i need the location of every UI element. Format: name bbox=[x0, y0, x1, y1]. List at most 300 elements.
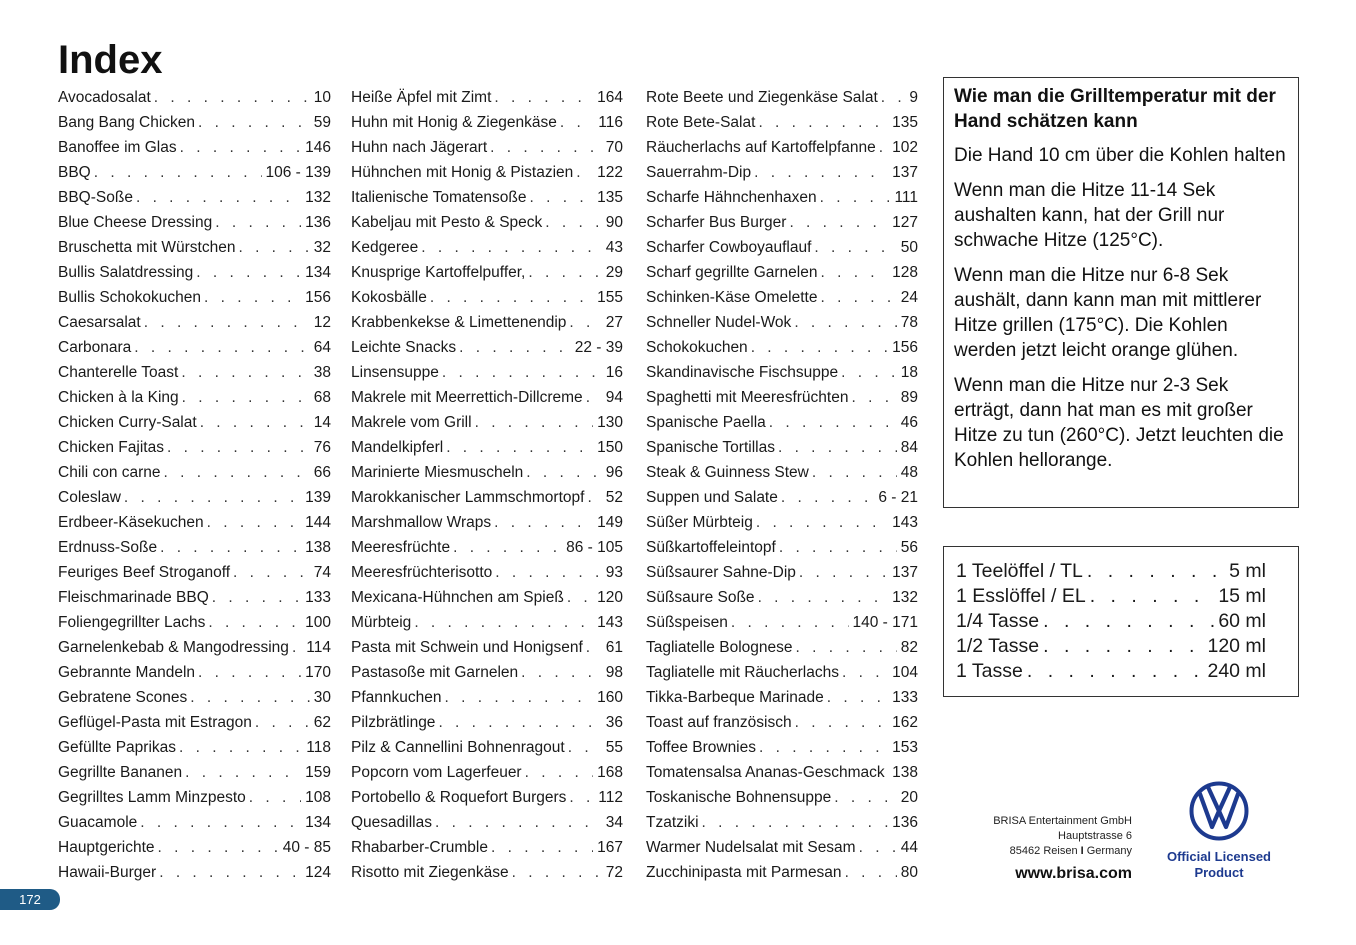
dot-leader bbox=[136, 185, 301, 210]
index-entry-page: 30 bbox=[313, 689, 331, 706]
dot-leader bbox=[430, 285, 593, 310]
index-entry-page: 144 bbox=[305, 514, 331, 531]
index-entry-page: 20 bbox=[900, 789, 918, 806]
index-entry-name: Pastasoße mit Garnelen bbox=[351, 664, 519, 681]
license-line-1: Official Licensed bbox=[1166, 849, 1272, 864]
index-entry bbox=[351, 335, 623, 360]
dot-leader bbox=[512, 860, 602, 885]
grill-box-title: Wie man die Grilltemperatur mit der Hand schätzen kann bbox=[954, 86, 1276, 132]
index-entry-name: Feuriges Beef Stroganoff bbox=[58, 564, 231, 581]
dot-leader bbox=[490, 135, 602, 160]
dot-leader bbox=[212, 585, 301, 610]
index-entry-name: Sauerrahm-Dip bbox=[646, 164, 752, 181]
index-entry-page: 66 bbox=[313, 464, 331, 481]
index-entry bbox=[58, 210, 331, 235]
index-entry-name: Chicken Curry-Salat bbox=[58, 414, 197, 431]
dot-leader bbox=[586, 385, 602, 410]
index-entry-name: Gebratene Scones bbox=[58, 689, 188, 706]
index-entry bbox=[646, 135, 918, 160]
index-entry bbox=[58, 760, 331, 785]
dot-leader bbox=[1043, 634, 1203, 659]
index-entry-page: 32 bbox=[313, 239, 331, 256]
index-entry bbox=[58, 185, 331, 210]
index-entry-name: Schinken-Käse Omelette bbox=[646, 289, 818, 306]
index-entry bbox=[351, 585, 623, 610]
index-entry-name: Spaghetti mit Meeresfrüchten bbox=[646, 389, 849, 406]
index-entry-name: Toskanische Bohnensuppe bbox=[646, 789, 832, 806]
publisher-city: 85462 Reisen bbox=[1009, 845, 1078, 857]
index-entry-name: Mexicana-Hühnchen am Spieß bbox=[351, 589, 564, 606]
index-entry bbox=[58, 660, 331, 685]
index-entry-page: 27 bbox=[605, 314, 623, 331]
index-entry-page: 62 bbox=[313, 714, 331, 731]
dot-leader bbox=[421, 235, 602, 260]
index-entry-page: 127 bbox=[892, 214, 918, 231]
index-entry-name: Geflügel-Pasta mit Estragon bbox=[58, 714, 252, 731]
index-entry-page: 29 bbox=[605, 264, 623, 281]
dot-leader bbox=[758, 585, 889, 610]
index-entry bbox=[646, 110, 918, 135]
index-entry-name: Süßspeisen bbox=[646, 614, 728, 631]
index-entry-page: 100 bbox=[305, 614, 331, 631]
index-entry bbox=[58, 535, 331, 560]
index-entry bbox=[646, 335, 918, 360]
dot-leader bbox=[827, 685, 888, 710]
index-entry-name: Leichte Snacks bbox=[351, 339, 457, 356]
index-entry bbox=[646, 460, 918, 485]
measurement-row bbox=[956, 559, 1266, 584]
index-entry-name: Suppen und Salate bbox=[646, 489, 778, 506]
index-entry-name: Tomatensalsa Ananas-Geschmack bbox=[646, 764, 885, 781]
index-entry-name: Huhn nach Jägerart bbox=[351, 139, 488, 156]
index-entry-page: 12 bbox=[313, 314, 331, 331]
dot-leader bbox=[495, 560, 601, 585]
index-entry-page: 61 bbox=[605, 639, 623, 656]
index-entry bbox=[58, 335, 331, 360]
index-entry-name: Bruschetta mit Würstchen bbox=[58, 239, 236, 256]
index-entry-page: 155 bbox=[597, 289, 623, 306]
dot-leader bbox=[851, 385, 896, 410]
index-entry bbox=[58, 385, 331, 410]
index-entry-name: Foliengegrillter Lachs bbox=[58, 614, 206, 631]
index-entry-name: Risotto mit Ziegenkäse bbox=[351, 864, 509, 881]
dot-leader bbox=[769, 410, 897, 435]
dot-leader bbox=[879, 135, 888, 160]
index-entry bbox=[351, 860, 623, 885]
measurement-row bbox=[956, 659, 1266, 684]
index-entry bbox=[646, 735, 918, 760]
dot-leader bbox=[435, 810, 602, 835]
dot-leader bbox=[560, 110, 594, 135]
index-entry-name: Hawaii-Burger bbox=[58, 864, 157, 881]
index-entry-page: 143 bbox=[597, 614, 623, 631]
dot-leader bbox=[1087, 559, 1225, 584]
index-entry bbox=[58, 785, 331, 810]
dot-leader bbox=[781, 485, 874, 510]
dot-leader bbox=[702, 810, 889, 835]
index-entry-page: 139 bbox=[305, 489, 331, 506]
index-entry-name: Tagliatelle Bolognese bbox=[646, 639, 793, 656]
index-entry-page: 138 bbox=[892, 764, 918, 781]
index-entry-page: 143 bbox=[892, 514, 918, 531]
index-entry-page: 149 bbox=[597, 514, 623, 531]
index-entry bbox=[646, 85, 918, 110]
dot-leader bbox=[756, 510, 888, 535]
index-entry-page: 153 bbox=[892, 739, 918, 756]
index-entry bbox=[58, 485, 331, 510]
publisher-website-link[interactable]: www.brisa.com bbox=[1015, 865, 1132, 882]
measurement-row bbox=[956, 609, 1266, 634]
index-entry-page: 44 bbox=[900, 839, 918, 856]
dot-leader bbox=[820, 260, 888, 285]
dot-leader bbox=[446, 435, 593, 460]
index-entry bbox=[646, 685, 918, 710]
dot-leader bbox=[494, 85, 593, 110]
dot-leader bbox=[881, 85, 906, 110]
index-entry bbox=[646, 835, 918, 860]
index-entry bbox=[58, 85, 331, 110]
index-entry-name: Banoffee im Glas bbox=[58, 139, 177, 156]
index-entry-page: 128 bbox=[892, 264, 918, 281]
index-entry bbox=[646, 160, 918, 185]
index-entry-name: Bullis Salatdressing bbox=[58, 264, 194, 281]
index-entry-page: 48 bbox=[900, 464, 918, 481]
index-entry-name: Räucherlachs auf Kartoffelpfanne bbox=[646, 139, 876, 156]
index-entry bbox=[351, 210, 623, 235]
index-entry-name: Chanterelle Toast bbox=[58, 364, 179, 381]
index-entry-page: 56 bbox=[900, 539, 918, 556]
dot-leader bbox=[190, 685, 309, 710]
index-entry-name: Scharf gegrillte Garnelen bbox=[646, 264, 818, 281]
dot-leader bbox=[794, 310, 896, 335]
dot-leader bbox=[1090, 584, 1215, 609]
index-entry bbox=[351, 635, 623, 660]
dot-leader bbox=[160, 535, 301, 560]
publisher-address bbox=[980, 814, 1132, 884]
index-entry-name: Schokokuchen bbox=[646, 339, 748, 356]
index-entry bbox=[646, 410, 918, 435]
index-entry-name: Pasta mit Schwein und Honigsenf bbox=[351, 639, 583, 656]
index-entry bbox=[58, 510, 331, 535]
index-entry bbox=[646, 360, 918, 385]
index-entry-name: Guacamole bbox=[58, 814, 138, 831]
index-entry-page: 74 bbox=[313, 564, 331, 581]
dot-leader bbox=[587, 485, 601, 510]
dot-leader bbox=[778, 435, 897, 460]
index-entry bbox=[58, 710, 331, 735]
dot-leader bbox=[845, 860, 897, 885]
index-entry-name: Zucchinipasta mit Parmesan bbox=[646, 864, 842, 881]
dot-leader bbox=[182, 385, 310, 410]
dot-leader bbox=[124, 485, 301, 510]
index-entry-name: Tagliatelle mit Räucherlachs bbox=[646, 664, 839, 681]
index-entry bbox=[646, 435, 918, 460]
index-entry-name: Marokkanischer Lammschmortopf bbox=[351, 489, 585, 506]
index-entry-page: 9 bbox=[909, 89, 918, 106]
index-entry-page: 138 bbox=[305, 539, 331, 556]
index-entry bbox=[58, 810, 331, 835]
index-entry bbox=[351, 610, 623, 635]
index-entry-page: 89 bbox=[900, 389, 918, 406]
index-entry bbox=[351, 185, 623, 210]
index-entry-name: Pilzbrätlinge bbox=[351, 714, 436, 731]
index-entry-page: 156 bbox=[305, 289, 331, 306]
index-entry-name: Spanische Tortillas bbox=[646, 439, 775, 456]
index-entry-name: Toast auf französisch bbox=[646, 714, 792, 731]
index-entry-page: 108 bbox=[305, 789, 331, 806]
index-entry-name: Gefüllte Paprikas bbox=[58, 739, 177, 756]
index-entry bbox=[646, 260, 918, 285]
index-entry bbox=[646, 310, 918, 335]
dot-leader bbox=[834, 785, 896, 810]
index-entry-page: 164 bbox=[597, 89, 623, 106]
index-entry-name: Schneller Nudel-Wok bbox=[646, 314, 792, 331]
index-entry bbox=[58, 860, 331, 885]
measurement-value: 120 ml bbox=[1207, 635, 1266, 657]
dot-leader bbox=[198, 110, 310, 135]
dot-leader bbox=[140, 810, 301, 835]
dot-leader bbox=[795, 710, 889, 735]
dot-leader bbox=[453, 535, 562, 560]
index-entry-name: Popcorn vom Lagerfeuer bbox=[351, 764, 522, 781]
dot-leader bbox=[179, 735, 302, 760]
index-entry-name: Toffee Brownies bbox=[646, 739, 756, 756]
index-entry bbox=[646, 510, 918, 535]
index-entry-name: Knusprige Kartoffelpuffer, bbox=[351, 264, 526, 281]
index-entry bbox=[351, 85, 623, 110]
measurement-value: 240 ml bbox=[1207, 660, 1266, 682]
measurement-name: 1 Tasse bbox=[956, 660, 1023, 682]
index-entry-name: Meeresfrüchte bbox=[351, 539, 451, 556]
index-entry bbox=[351, 535, 623, 560]
index-entry-page: 132 bbox=[892, 589, 918, 606]
index-entry-page: 72 bbox=[605, 864, 623, 881]
index-entry bbox=[351, 385, 623, 410]
index-entry-page: 34 bbox=[605, 814, 623, 831]
index-entry-name: Meeresfrüchterisotto bbox=[351, 564, 493, 581]
index-entry-page: 98 bbox=[605, 664, 623, 681]
measurement-name: 1 Teelöffel / TL bbox=[956, 560, 1083, 582]
grill-box-paragraph: Wenn man die Hitze 11-14 Sek aushalten kann, hat der Grill nur schwache Hitze (125°C). bbox=[954, 180, 1225, 251]
dot-leader bbox=[167, 435, 310, 460]
dot-leader bbox=[414, 610, 593, 635]
index-entry bbox=[646, 385, 918, 410]
index-entry bbox=[58, 460, 331, 485]
dot-leader bbox=[459, 335, 571, 360]
index-entry-page: 112 bbox=[598, 789, 623, 806]
index-entry-page: 40 - 85 bbox=[282, 839, 331, 856]
index-entry-page: 38 bbox=[313, 364, 331, 381]
dot-leader bbox=[445, 685, 594, 710]
index-entry-page: 102 bbox=[892, 139, 918, 156]
index-entry bbox=[351, 835, 623, 860]
dot-leader bbox=[159, 860, 301, 885]
index-entry bbox=[351, 285, 623, 310]
measurement-row bbox=[956, 584, 1266, 609]
index-entry-page: 170 bbox=[305, 664, 331, 681]
dot-leader bbox=[494, 510, 593, 535]
index-entry bbox=[58, 835, 331, 860]
index-entry bbox=[58, 160, 331, 185]
dot-leader bbox=[545, 210, 601, 235]
index-entry-name: Carbonara bbox=[58, 339, 132, 356]
dot-leader bbox=[215, 210, 301, 235]
index-entry bbox=[351, 660, 623, 685]
index-entry-page: 118 bbox=[306, 739, 331, 756]
index-entry-page: 93 bbox=[605, 564, 623, 581]
index-entry bbox=[646, 535, 918, 560]
index-entry-name: Chicken Fajitas bbox=[58, 439, 164, 456]
index-entry-page: 150 bbox=[597, 439, 623, 456]
index-entry-page: 133 bbox=[892, 689, 918, 706]
index-entry-name: Makrele vom Grill bbox=[351, 414, 472, 431]
dot-leader bbox=[758, 110, 888, 135]
index-entry-page: 80 bbox=[900, 864, 918, 881]
index-entry-name: Süßsaurer Sahne-Dip bbox=[646, 564, 796, 581]
index-entry bbox=[58, 560, 331, 585]
dot-leader bbox=[586, 635, 602, 660]
index-entry-name: Blue Cheese Dressing bbox=[58, 214, 213, 231]
measurement-value: 15 ml bbox=[1218, 585, 1266, 607]
index-entry bbox=[646, 210, 918, 235]
index-entry-name: Marinierte Miesmuscheln bbox=[351, 464, 524, 481]
index-entry-name: Mürbteig bbox=[351, 614, 412, 631]
dot-leader bbox=[796, 635, 897, 660]
dot-leader bbox=[841, 360, 897, 385]
index-entry-page: 10 bbox=[313, 89, 331, 106]
index-entry-name: Pilz & Cannellini Bohnenragout bbox=[351, 739, 565, 756]
index-entry-page: 50 bbox=[900, 239, 918, 256]
index-entry bbox=[351, 135, 623, 160]
index-entry-page: 120 bbox=[597, 589, 623, 606]
index-entry-name: Chili con carne bbox=[58, 464, 161, 481]
license-line-2: Product bbox=[1194, 865, 1244, 880]
index-entry bbox=[351, 810, 623, 835]
index-entry bbox=[58, 310, 331, 335]
index-entry-name: Quesadillas bbox=[351, 814, 432, 831]
index-entry-name: Kedgeree bbox=[351, 239, 419, 256]
dot-leader bbox=[820, 185, 891, 210]
dot-leader bbox=[568, 735, 602, 760]
index-entry-name: Avocadosalat bbox=[58, 89, 151, 106]
index-entry-name: Rhabarber-Crumble bbox=[351, 839, 488, 856]
page-number-tab: 172 bbox=[0, 889, 60, 910]
index-entry-page: 36 bbox=[605, 714, 623, 731]
index-entry bbox=[646, 635, 918, 660]
dot-leader bbox=[576, 160, 593, 185]
measurement-name: 1/2 Tasse bbox=[956, 635, 1040, 657]
index-entry-name: Linsensuppe bbox=[351, 364, 439, 381]
dot-leader bbox=[181, 360, 309, 385]
dot-leader bbox=[207, 510, 302, 535]
index-entry bbox=[351, 510, 623, 535]
index-entry-name: Rote Beete und Ziegenkäse Salat bbox=[646, 89, 878, 106]
index-entry-page: 122 bbox=[597, 164, 623, 181]
index-entry-name: Portobello & Roquefort Burgers bbox=[351, 789, 567, 806]
index-entry bbox=[646, 660, 918, 685]
dot-leader bbox=[779, 535, 897, 560]
index-entry bbox=[351, 435, 623, 460]
dot-leader bbox=[196, 260, 301, 285]
index-entry-page: 16 bbox=[605, 364, 623, 381]
index-entry bbox=[646, 235, 918, 260]
index-entry bbox=[646, 285, 918, 310]
dot-leader bbox=[491, 835, 593, 860]
index-entry-name: Süßkartoffeleintopf bbox=[646, 539, 776, 556]
dot-leader bbox=[820, 285, 896, 310]
index-entry-name: Gebrannte Mandeln bbox=[58, 664, 196, 681]
vw-logo-icon bbox=[1189, 781, 1249, 841]
index-entry bbox=[351, 485, 623, 510]
index-column-1 bbox=[58, 85, 331, 885]
index-entry bbox=[351, 260, 623, 285]
index-entry bbox=[646, 485, 918, 510]
dot-leader bbox=[569, 785, 594, 810]
dot-leader bbox=[731, 610, 849, 635]
index-entry-name: Makrele mit Meerrettich-Dillcreme bbox=[351, 389, 583, 406]
index-entry-page: 137 bbox=[892, 564, 918, 581]
dot-leader bbox=[164, 460, 310, 485]
index-entry-page: 55 bbox=[605, 739, 623, 756]
dot-leader bbox=[185, 760, 301, 785]
index-entry-page: 124 bbox=[305, 864, 331, 881]
publisher-city-line bbox=[980, 844, 1132, 859]
index-entry-name: BBQ bbox=[58, 164, 91, 181]
index-entry-name: Gegrilltes Lamm Minzpesto bbox=[58, 789, 246, 806]
index-entry-page: 116 bbox=[598, 114, 623, 131]
index-entry bbox=[351, 735, 623, 760]
index-entry-page: 135 bbox=[597, 189, 623, 206]
publisher-street: Hauptstrasse 6 bbox=[1058, 830, 1132, 842]
index-entry-name: Tikka-Barbeque Marinade bbox=[646, 689, 824, 706]
index-entry-page: 43 bbox=[605, 239, 623, 256]
dot-leader bbox=[292, 635, 302, 660]
index-entry bbox=[646, 810, 918, 835]
dot-leader bbox=[134, 335, 310, 360]
index-entry-page: 134 bbox=[305, 814, 331, 831]
dot-leader bbox=[249, 785, 301, 810]
dot-leader bbox=[526, 460, 601, 485]
index-entry-page: 94 bbox=[605, 389, 623, 406]
index-entry-page: 18 bbox=[900, 364, 918, 381]
index-entry bbox=[351, 160, 623, 185]
index-entry-page: 160 bbox=[597, 689, 623, 706]
dot-leader bbox=[438, 710, 601, 735]
index-entry bbox=[351, 560, 623, 585]
index-entry bbox=[646, 585, 918, 610]
index-entry bbox=[58, 735, 331, 760]
index-entry-name: Rote Bete-Salat bbox=[646, 114, 756, 131]
index-entry-name: Garnelenkebab & Mangodressing bbox=[58, 639, 289, 656]
index-entry-page: 22 - 39 bbox=[574, 339, 623, 356]
index-entry-name: Warmer Nudelsalat mit Sesam bbox=[646, 839, 856, 856]
index-entry-name: Pfannkuchen bbox=[351, 689, 442, 706]
index-entry-name: Caesarsalat bbox=[58, 314, 141, 331]
index-entry-page: 90 bbox=[605, 214, 623, 231]
index-entry-name: Scharfer Bus Burger bbox=[646, 214, 787, 231]
dot-leader bbox=[180, 135, 302, 160]
index-entry-name: Coleslaw bbox=[58, 489, 121, 506]
dot-leader bbox=[759, 735, 888, 760]
license-caption bbox=[1160, 849, 1278, 881]
index-entry bbox=[351, 760, 623, 785]
index-entry-page: 104 bbox=[892, 664, 918, 681]
measurement-value: 5 ml bbox=[1229, 560, 1266, 582]
dot-leader bbox=[154, 85, 310, 110]
index-entry-name: Süßsaure Soße bbox=[646, 589, 755, 606]
dot-leader bbox=[233, 560, 310, 585]
index-entry-name: Mandelkipferl bbox=[351, 439, 444, 456]
